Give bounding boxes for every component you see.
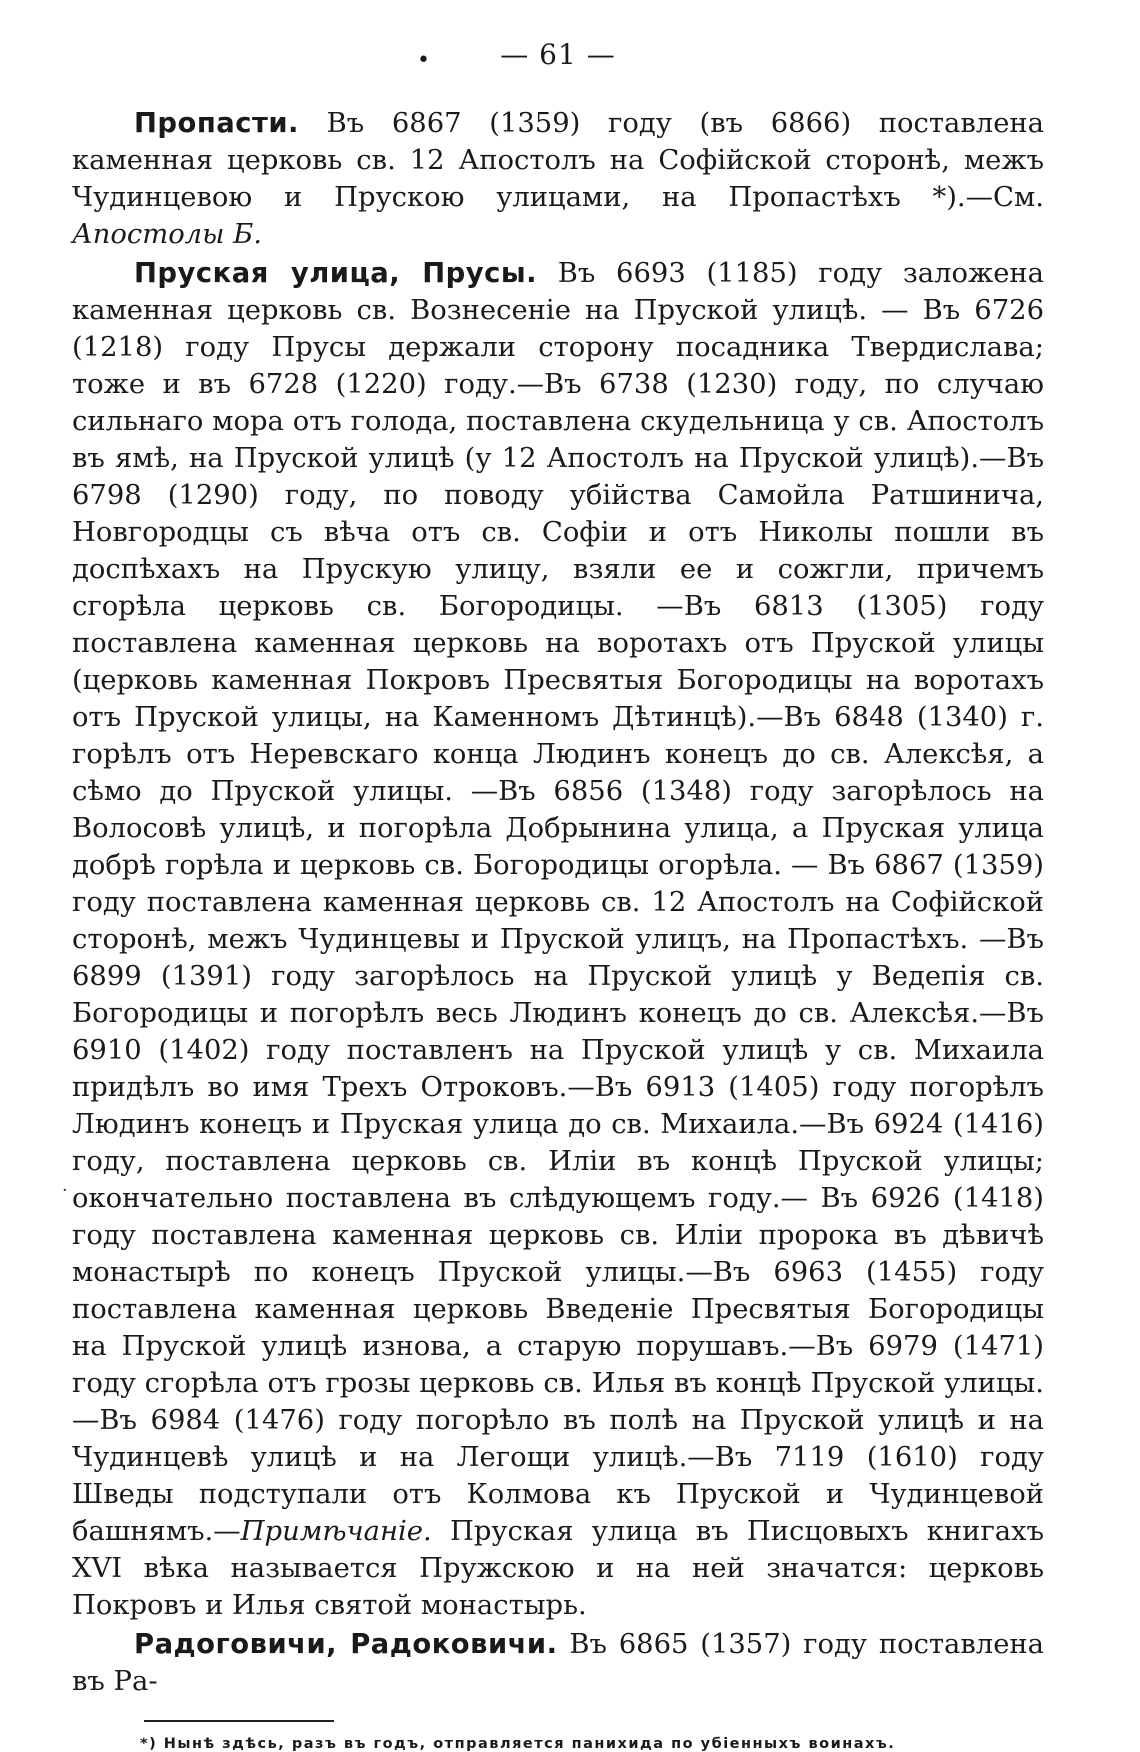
footnote: *) Нынѣ здѣсь, разъ въ годъ, отправляется панихида по убіенныхъ воинахъ. — [140, 1736, 896, 1752]
entry-heading: Радоговичи, Радоковичи. — [134, 1629, 558, 1660]
footnote-divider — [144, 1720, 334, 1722]
page-number-header — [72, 38, 1044, 71]
stray-mark: • — [417, 48, 431, 73]
page-number: — 61 — — [500, 38, 616, 71]
cross-reference: Апостолы Б. — [72, 219, 262, 250]
entry-text: Въ 6865 (1357) году поставлена въ Ра- — [72, 1629, 1045, 1697]
margin-mark: · — [62, 1180, 68, 1201]
entry-text: Въ 6693 (1185) году заложена каменная церковь св. Вознесеніе на Пруской улицѣ. — Въ 6726 (1218) году Прусы держали сторону посадника Твердислава; тоже и въ 6728 (1220) году.—Въ 6738 (1230) году, по случаю сильнаго мора отъ голода, поставлена скудельница у св. Апостолъ въ ямѣ, на Пруской улицѣ (у 12 Апостолъ на Пруской улицѣ).—Въ 6798 (1290) году, по поводу убійства Самойла Ратшинича, Новгородцы съ вѣча отъ св. Софіи и отъ Николы пошли въ доспѣхахъ на Прускую улицу, взяли ее и сожгли, причемъ сгорѣла церковь св. Богородицы. —Въ 6813 (1305) году поставлена каменная церковь на воротахъ отъ Пруской улицы (церковь каменная Покровъ Пресвятыя Богородицы на воротахъ отъ Пруской улицы, на Каменномъ Дѣтинцѣ).—Въ 6848 (1340) г. горѣлъ отъ Неревскаго конца Людинъ конецъ до св. Алексѣя, а сѣмо до Пруской улицы. —Въ 6856 (1348) году загорѣлось на Волосовѣ улицѣ, и погорѣла Добрынина улица, а Пруская улица добрѣ горѣла и церковь св. Богородицы огорѣла. — Въ 6867 (1359) году поставлена каменная церковь св. 12 Апостолъ на Софійской сторонѣ, межъ Чудинцевы и Пруской улицъ, на Пропастѣхъ. —Въ 6899 (1391) году загорѣлось на Пруской улицѣ у Ведепія св. Богородицы и погорѣлъ весь Людинъ конецъ до св. Алексѣя.—Въ 6910 (1402) году поставленъ на Пруской улицѣ у св. Михаила придѣлъ во имя Трехъ Отроковъ.—Въ 6913 (1405) году погорѣлъ Людинъ конецъ и Пруская улица до св. Михаила.—Въ 6924 (1416) году, поставлена церковь св. Иліи въ концѣ Пруской улицы; окончательно поставлена въ слѣдующемъ году.— Въ 6926 (1418) году поставлена каменная церковь св. Иліи пророка въ дѣвичѣ монастырѣ по конецъ Пруской улицы.—Въ 6963 (1455) году поставлена каменная церковь Введеніе Пресвятыя Богородицы на Пруской улицѣ изнова, а старую порушавъ.—Въ 6979 (1471) году сгорѣла отъ грозы церковь св. Илья въ концѣ Пруской улицы.—Въ 6984 (1476) году погорѣло въ полѣ на Пруской улицѣ и на Чудинцевѣ улицѣ и на Легощи улицѣ.—Въ 7119 (1610) году Шведы подступали отъ Колмова къ Пруской и Чудинцевой башнямъ.— — [72, 258, 1044, 1547]
entry-heading: Пропасти. — [134, 108, 299, 139]
entry-radogovichi — [72, 1626, 1044, 1700]
entry-propasti — [72, 105, 1044, 253]
entry-text: Въ 6867 (1359) году (въ 6866) поставлена каменная церковь св. 12 Апостолъ на Софійской сторонѣ, межъ Чудинцевою и Прускою улицами, на Пропастѣхъ *).—См. — [72, 108, 1044, 213]
entry-pruskaya-ulitsa — [72, 255, 1044, 1624]
entry-text-after: Пруская улица въ Писцовыхъ книгахъ XVI вѣка называется Пружскою и на ней значатся: церковь Покровъ и Илья святой монастырь. — [72, 1516, 1044, 1621]
entry-heading: Пруская улица, Прусы. — [134, 258, 538, 289]
page — [72, 30, 1044, 1752]
note-label: Примѣчаніе. — [240, 1516, 432, 1547]
